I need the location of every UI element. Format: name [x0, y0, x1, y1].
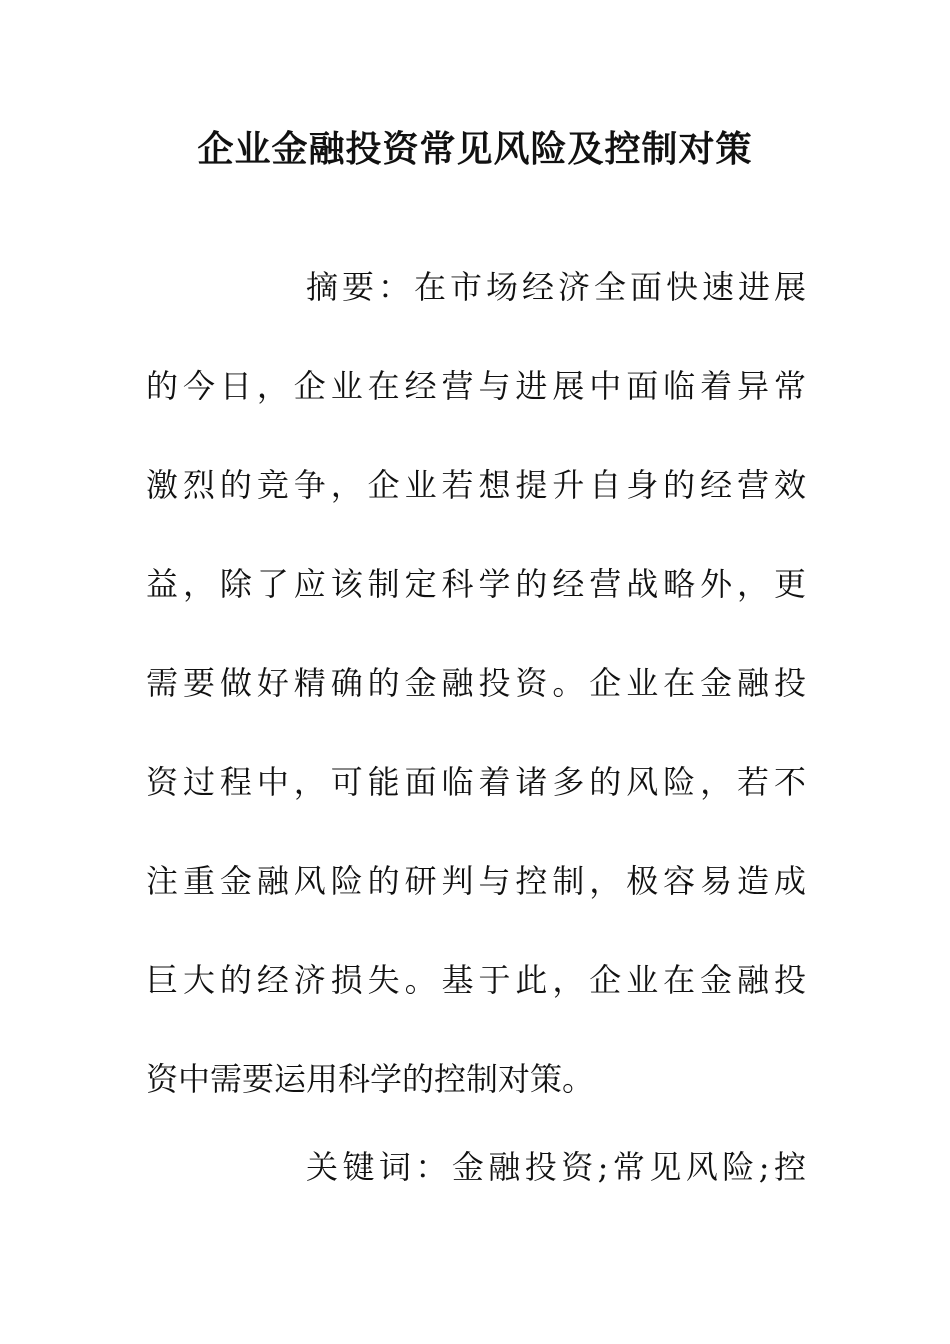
abstract-line: 需要做好精确的金融投资。企业在金融投: [146, 664, 806, 702]
abstract-line: 摘要：在市场经济全面快速进展: [306, 268, 806, 306]
abstract-line: 益，除了应该制定科学的经营战略外，更: [146, 565, 806, 603]
abstract-line: 的今日，企业在经营与进展中面临着异常: [146, 367, 806, 405]
abstract-line: 资过程中，可能面临着诸多的风险，若不: [146, 763, 806, 801]
abstract-line: 资中需要运用科学的控制对策。: [146, 1060, 595, 1098]
abstract-line: 激烈的竞争，企业若想提升自身的经营效: [146, 466, 806, 504]
document-title: 企业金融投资常见风险及控制对策: [197, 129, 753, 170]
keywords-line: 关键词：金融投资;常见风险;控: [306, 1148, 806, 1186]
abstract-line: 巨大的经济损失。基于此，企业在金融投: [146, 961, 806, 999]
abstract-line: 注重金融风险的研判与控制，极容易造成: [146, 862, 806, 900]
